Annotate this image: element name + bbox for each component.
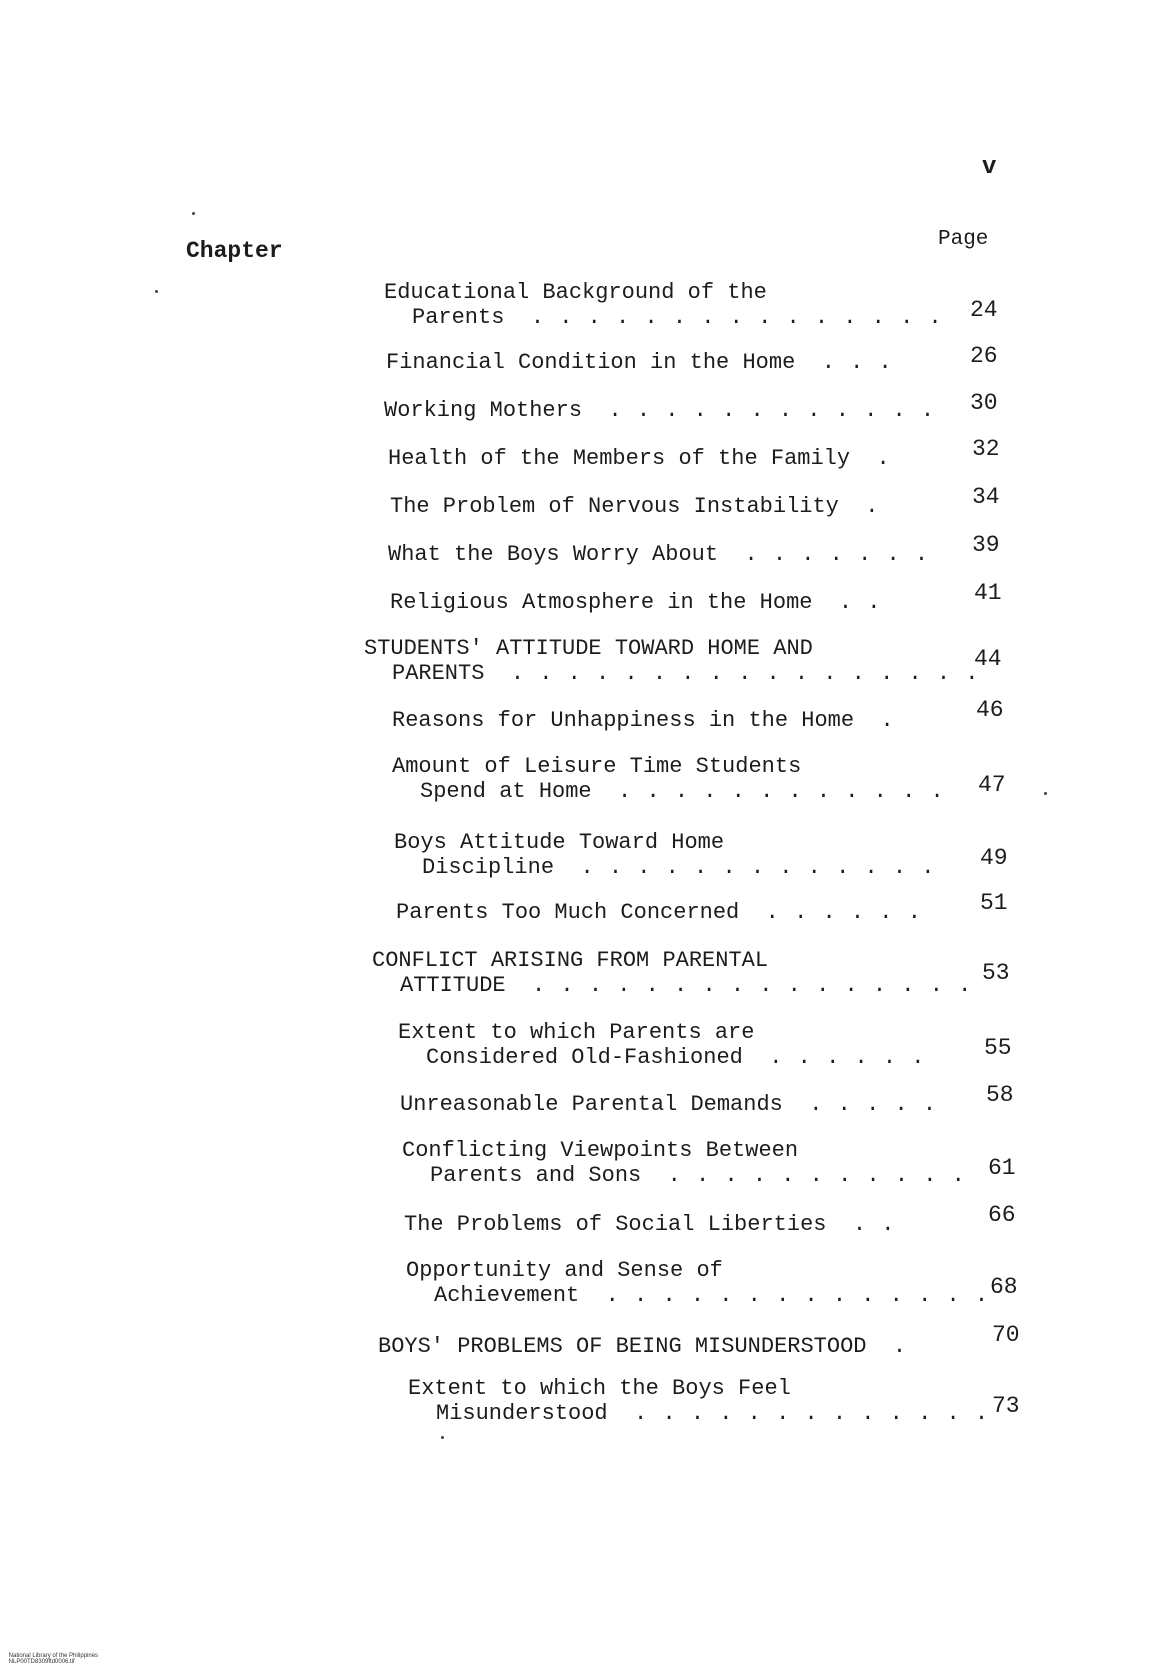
toc-entry [384,398,935,423]
toc-entry-title [396,900,922,925]
toc-entry [400,1092,937,1117]
toc-page-number: 30 [970,390,998,416]
toc-entry-title-text: Religious Atmosphere in the Home [390,590,813,615]
toc-entry-title-line2: Considered Old-Fashioned [426,1045,743,1070]
dot-leaders: . . . . . . . [744,542,930,567]
toc-page-number: 70 [992,1322,1020,1348]
toc-page-number: 41 [974,580,1002,606]
toc-entry-title-continued [402,1163,966,1188]
toc-entry-title [388,446,891,471]
toc-entry-title-line2: ATTITUDE [400,973,506,998]
toc-page-number: 68 [990,1274,1018,1300]
toc-entry [388,542,929,567]
toc-page-number: 46 [976,697,1004,723]
toc-entry-title-line2: PARENTS [392,661,485,686]
toc-entry-title-text: BOYS' PROBLEMS OF BEING MISUNDERSTOOD [378,1334,867,1359]
toc-entry [384,280,943,330]
toc-entry-title: Extent to which the Boys Feel [408,1376,791,1401]
toc-entry-title-text: Health of the Members of the Family [388,446,851,471]
toc-entry [406,1258,989,1308]
toc-entry [392,754,945,804]
dot-leaders: . [865,494,880,519]
toc-page-number: 44 [974,646,1002,672]
toc-page-number: 26 [970,343,998,369]
footer-file: NLP00TD8309ftd0006.tif [8,1659,75,1665]
toc-page-number: 24 [970,297,998,323]
toc-entry [392,708,895,733]
toc-entry-title [400,1092,937,1117]
toc-page-number: 49 [980,845,1008,871]
toc-entry-title-text: The Problem of Nervous Instability [390,494,839,519]
page-roman-numeral: v [982,154,997,181]
toc-entry-title: Educational Background of the [384,280,767,305]
dot-leaders: . . . . . . . . . . . . . . . . . [510,661,980,686]
toc-page-number: 53 [982,960,1010,986]
toc-entry [396,900,922,925]
dot-leaders: . . [852,1212,896,1237]
scan-footer [2,1647,120,1671]
scan-speck [192,212,195,215]
dot-leaders: . [892,1334,908,1359]
toc-entry-title: Boys Attitude Toward Home [394,830,725,855]
toc-entry-title [388,542,929,567]
toc-entry [386,350,893,375]
toc-page-number: 61 [988,1155,1016,1181]
toc-entry-title [390,494,879,519]
toc-entry-title [392,708,895,733]
toc-entry-title [404,1212,895,1237]
toc-page-number: 73 [992,1393,1020,1419]
toc-page-number: 39 [972,532,1000,558]
toc-entry [394,830,936,880]
toc-entry-title-text: Unreasonable Parental Demands [400,1092,783,1117]
toc-entry-title: Opportunity and Sense of [406,1258,723,1283]
toc-entry [378,1334,907,1359]
scan-speck [441,1436,444,1439]
toc-entry-title-continued [394,855,936,880]
dot-leaders: . . [838,590,882,615]
toc-entry-title: Amount of Leisure Time Students [392,754,802,779]
toc-entry-title-continued [384,305,943,330]
dot-leaders: . . . . . . . . . . . . . [580,855,936,880]
toc-entry [388,446,891,471]
dot-leaders: . . . . . . . . . . . . [618,779,945,804]
dot-leaders: . [876,446,891,471]
toc-entry-title-continued [398,1045,926,1070]
footer-library: National Library of the Philippines [8,1653,99,1659]
toc-entry-title-line2: Spend at Home [420,779,592,804]
toc-entry-title-line2: Misunderstood [436,1401,608,1426]
toc-entry-title-continued [372,973,972,998]
toc-entry [390,494,879,519]
toc-entry [402,1138,966,1188]
toc-entry-title-line2: Parents [412,305,505,330]
dot-leaders: . . . . . . [769,1045,926,1070]
toc-entry-title [386,350,893,375]
scan-speck [1044,792,1047,795]
toc-page-number: 47 [978,772,1006,798]
toc-entry-title [378,1334,907,1359]
toc-entry [408,1376,989,1426]
chapter-column-heading: Chapter [186,238,283,264]
toc-entry-title-line2: Parents and Sons [430,1163,642,1188]
toc-entry-title-text: Reasons for Unhappiness in the Home [392,708,855,733]
toc-entry-title-text: Financial Condition in the Home [386,350,796,375]
dot-leaders: . . . . . . . . . . . [667,1163,966,1188]
dot-leaders: . . . . . . . . . . . . . . . [530,305,943,330]
dot-leaders: . . . . . . . . . . . . . [634,1401,990,1426]
dot-leaders: . . . . . [809,1092,938,1117]
toc-entry-title-line2: Discipline [422,855,555,880]
dot-leaders: . . . . . . [765,900,922,925]
toc-entry-title: CONFLICT ARISING FROM PARENTAL [372,948,769,973]
dot-leaders: . . . . . . . . . . . . [608,398,936,423]
toc-entry-title-text: The Problems of Social Liberties [404,1212,827,1237]
toc-entry-title [384,398,935,423]
toc-entry-title: Extent to which Parents are [398,1020,755,1045]
toc-entry [372,948,972,998]
toc-entry-title-text: Working Mothers [384,398,583,423]
toc-page-number: 55 [984,1035,1012,1061]
toc-entry-title-text: What the Boys Worry About [388,542,719,567]
toc-entry-title-line2: Achievement [434,1283,580,1308]
toc-page-number: 58 [986,1082,1014,1108]
scan-speck [155,290,158,293]
dot-leaders: . [880,708,895,733]
toc-entry-title-continued [392,779,945,804]
toc-entry-title [390,590,881,615]
page-column-heading: Page [938,228,989,251]
dot-leaders: . . . . . . . . . . . . . . . . [532,973,973,998]
dot-leaders: . . . . . . . . . . . . . . [605,1283,990,1308]
toc-entry-title-continued [406,1283,989,1308]
toc-entry [398,1020,926,1070]
toc-entry-title: Conflicting Viewpoints Between [402,1138,799,1163]
toc-entry-title-text: Parents Too Much Concerned [396,900,740,925]
toc-entry [364,636,980,686]
toc-page-number: 32 [972,436,1000,462]
toc-page-number: 51 [980,890,1008,916]
toc-entry-title-continued [408,1401,989,1426]
toc-page-number: 66 [988,1202,1016,1228]
toc-page-number: 34 [972,484,1000,510]
dot-leaders: . . . [821,350,893,375]
toc-entry-title: STUDENTS' ATTITUDE TOWARD HOME AND [364,636,813,661]
toc-entry-title-continued [364,661,980,686]
toc-entry [390,590,881,615]
toc-entry [404,1212,895,1237]
